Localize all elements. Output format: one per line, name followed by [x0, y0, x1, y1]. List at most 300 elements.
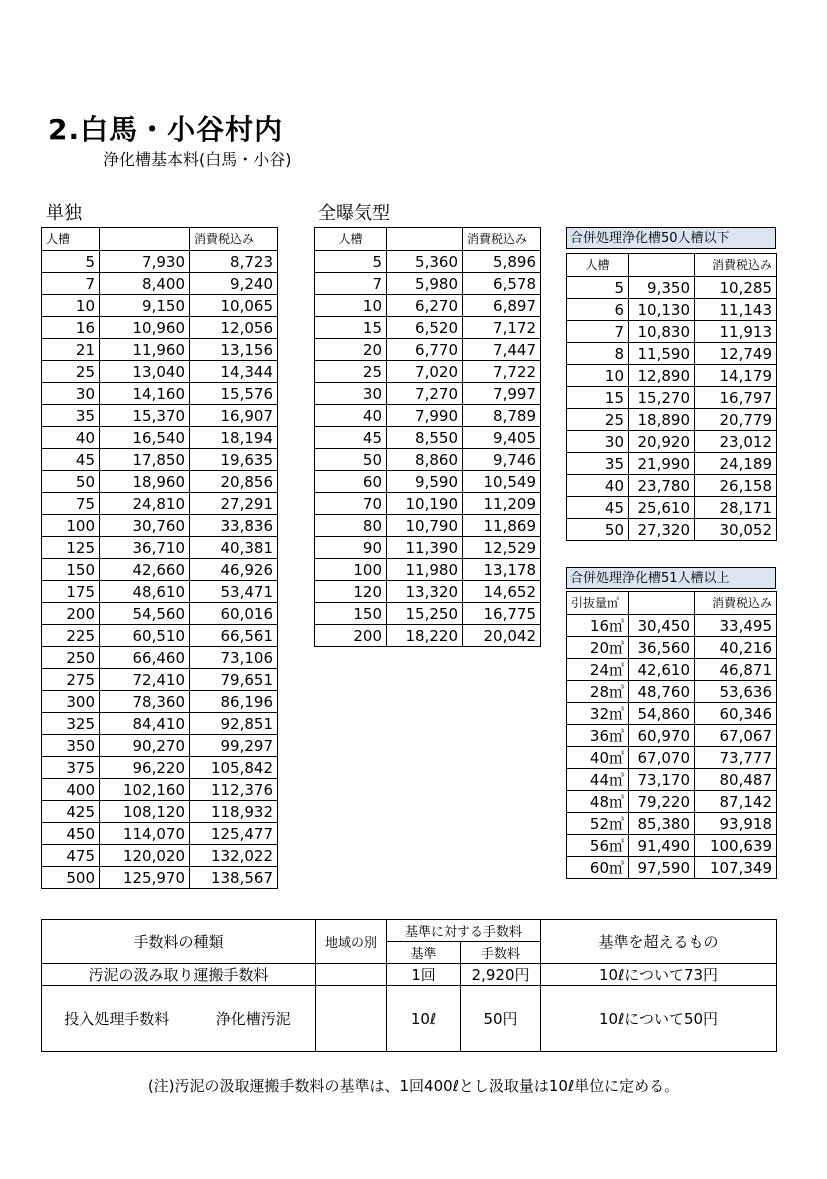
over-basis-header: 基準を超えるもの — [541, 920, 777, 964]
price-cell: 60,510 — [100, 625, 190, 647]
table-row — [42, 251, 278, 273]
size-cell: 32㎥ — [567, 703, 629, 725]
price-tax-cell: 100,639 — [695, 835, 777, 857]
table-row — [567, 387, 777, 409]
basis-cell: 10ℓ — [387, 986, 461, 1052]
footnote: (注)汚泥の汲取運搬手数料の基準は、1回400ℓとし汲取量は10ℓ単位に定める。 — [147, 1077, 680, 1095]
page-title: 2.白馬・小谷村内 — [48, 113, 284, 146]
price-cell: 36,710 — [100, 537, 190, 559]
price-tax-cell: 60,346 — [695, 703, 777, 725]
size-cell: 325 — [42, 713, 100, 735]
price-tax-cell: 73,777 — [695, 747, 777, 769]
size-cell: 20㎥ — [567, 637, 629, 659]
table-header-row — [567, 254, 777, 277]
fees-table — [41, 919, 777, 1052]
price-tax-cell: 11,869 — [463, 515, 541, 537]
price-tax-cell: 10,065 — [190, 295, 278, 317]
table-row — [42, 625, 278, 647]
table-row — [567, 431, 777, 453]
price-tax-cell: 7,172 — [463, 317, 541, 339]
price-cell: 84,410 — [100, 713, 190, 735]
size-cell: 275 — [42, 669, 100, 691]
size-cell: 5 — [315, 251, 387, 273]
price-cell: 27,320 — [629, 519, 695, 541]
price-cell: 16,540 — [100, 427, 190, 449]
size-cell: 7 — [567, 321, 629, 343]
gappei50-table — [566, 253, 777, 541]
price-cell: 90,270 — [100, 735, 190, 757]
size-cell: 6 — [567, 299, 629, 321]
size-cell: 56㎥ — [567, 835, 629, 857]
table-row — [567, 637, 777, 659]
header-cell — [387, 228, 463, 251]
table-row — [567, 703, 777, 725]
table-row — [42, 713, 278, 735]
table-row — [567, 747, 777, 769]
table-row — [315, 537, 541, 559]
price-cell: 96,220 — [100, 757, 190, 779]
zenbakki-label: 全曝気型 — [318, 203, 390, 224]
size-cell: 20 — [315, 339, 387, 361]
table-row — [42, 295, 278, 317]
price-cell: 79,220 — [629, 791, 695, 813]
zenbakki-table — [314, 227, 541, 647]
table-row — [42, 669, 278, 691]
size-cell: 300 — [42, 691, 100, 713]
size-cell: 30 — [42, 383, 100, 405]
size-cell: 100 — [42, 515, 100, 537]
size-cell: 450 — [42, 823, 100, 845]
size-cell: 400 — [42, 779, 100, 801]
tandoku-table — [41, 227, 278, 889]
table-row — [315, 515, 541, 537]
price-cell: 11,590 — [629, 343, 695, 365]
header-cell — [629, 592, 695, 615]
price-tax-cell: 33,836 — [190, 515, 278, 537]
table-row — [567, 857, 777, 879]
table-row — [567, 519, 777, 541]
price-tax-cell: 20,042 — [463, 625, 541, 647]
table-row — [315, 427, 541, 449]
size-cell: 45 — [315, 427, 387, 449]
table-row — [42, 691, 278, 713]
price-tax-cell: 53,471 — [190, 581, 278, 603]
table-row — [42, 471, 278, 493]
size-cell: 36㎥ — [567, 725, 629, 747]
price-cell: 8,550 — [387, 427, 463, 449]
size-cell: 8 — [567, 343, 629, 365]
table-row — [42, 735, 278, 757]
price-cell: 72,410 — [100, 669, 190, 691]
price-cell: 12,890 — [629, 365, 695, 387]
price-tax-cell: 16,797 — [695, 387, 777, 409]
price-cell: 9,150 — [100, 295, 190, 317]
price-cell: 6,770 — [387, 339, 463, 361]
table-row — [42, 559, 278, 581]
table-row — [315, 581, 541, 603]
header-cell: 消費税込み — [695, 592, 777, 615]
size-cell: 150 — [42, 559, 100, 581]
size-cell: 30 — [315, 383, 387, 405]
size-cell: 15 — [567, 387, 629, 409]
price-tax-cell: 9,746 — [463, 449, 541, 471]
size-cell: 250 — [42, 647, 100, 669]
price-tax-cell: 107,349 — [695, 857, 777, 879]
price-cell: 97,590 — [629, 857, 695, 879]
price-cell: 15,370 — [100, 405, 190, 427]
price-tax-cell: 118,932 — [190, 801, 278, 823]
over-basis-cell: 10ℓについて73円 — [541, 964, 777, 986]
price-cell: 15,250 — [387, 603, 463, 625]
header-cell — [629, 254, 695, 277]
table-row — [315, 383, 541, 405]
size-cell: 25 — [315, 361, 387, 383]
table-row — [567, 453, 777, 475]
size-cell: 475 — [42, 845, 100, 867]
size-cell: 10 — [567, 365, 629, 387]
header-cell: 消費税込み — [695, 254, 777, 277]
price-cell: 91,490 — [629, 835, 695, 857]
header-cell: 消費税込み — [190, 228, 278, 251]
table-row — [567, 615, 777, 637]
table-row — [42, 823, 278, 845]
price-tax-cell: 86,196 — [190, 691, 278, 713]
size-cell: 70 — [315, 493, 387, 515]
table-row — [315, 603, 541, 625]
price-tax-cell: 16,775 — [463, 603, 541, 625]
size-cell: 50 — [42, 471, 100, 493]
table-row — [42, 383, 278, 405]
header-cell: 引抜量㎥ — [567, 592, 629, 615]
price-tax-cell: 24,189 — [695, 453, 777, 475]
price-cell: 7,020 — [387, 361, 463, 383]
price-tax-cell: 18,194 — [190, 427, 278, 449]
size-cell: 225 — [42, 625, 100, 647]
table-row — [42, 427, 278, 449]
size-cell: 21 — [42, 339, 100, 361]
price-tax-cell: 53,636 — [695, 681, 777, 703]
price-cell: 15,270 — [629, 387, 695, 409]
fee-row — [42, 964, 777, 986]
price-tax-cell: 9,240 — [190, 273, 278, 295]
price-cell: 8,400 — [100, 273, 190, 295]
size-cell: 48㎥ — [567, 791, 629, 813]
table-row — [567, 475, 777, 497]
price-tax-cell: 11,209 — [463, 493, 541, 515]
size-cell: 25 — [42, 361, 100, 383]
price-tax-cell: 7,722 — [463, 361, 541, 383]
price-tax-cell: 138,567 — [190, 867, 278, 889]
price-cell: 108,120 — [100, 801, 190, 823]
table-row — [315, 295, 541, 317]
price-cell: 120,020 — [100, 845, 190, 867]
size-cell: 16 — [42, 317, 100, 339]
price-cell: 14,160 — [100, 383, 190, 405]
price-tax-cell: 14,652 — [463, 581, 541, 603]
price-tax-cell: 14,344 — [190, 361, 278, 383]
size-cell: 44㎥ — [567, 769, 629, 791]
table-row — [42, 273, 278, 295]
price-cell: 48,760 — [629, 681, 695, 703]
region-header: 地域の別 — [316, 920, 387, 964]
table-row — [567, 813, 777, 835]
price-cell: 25,610 — [629, 497, 695, 519]
fee-row — [42, 986, 777, 1052]
table-row — [567, 769, 777, 791]
gappei51-caption: 合併処理浄化槽51人槽以上 — [566, 567, 776, 589]
size-cell: 60 — [315, 471, 387, 493]
fee-header: 手数料 — [461, 942, 541, 964]
header-cell: 人槽 — [315, 228, 387, 251]
price-tax-cell: 105,842 — [190, 757, 278, 779]
size-cell: 40 — [42, 427, 100, 449]
fee-type-cell: 投入処理手数料 — [42, 986, 192, 1052]
price-tax-cell: 27,291 — [190, 493, 278, 515]
price-tax-cell: 6,578 — [463, 273, 541, 295]
table-row — [567, 321, 777, 343]
size-cell: 16㎥ — [567, 615, 629, 637]
table-row — [567, 681, 777, 703]
size-cell: 175 — [42, 581, 100, 603]
size-cell: 28㎥ — [567, 681, 629, 703]
price-tax-cell: 15,576 — [190, 383, 278, 405]
price-tax-cell: 40,216 — [695, 637, 777, 659]
price-tax-cell: 13,156 — [190, 339, 278, 361]
table-row — [315, 339, 541, 361]
price-tax-cell: 11,143 — [695, 299, 777, 321]
price-cell: 13,040 — [100, 361, 190, 383]
price-cell: 18,220 — [387, 625, 463, 647]
size-cell: 7 — [42, 273, 100, 295]
price-tax-cell: 87,142 — [695, 791, 777, 813]
price-tax-cell: 93,918 — [695, 813, 777, 835]
price-tax-cell: 26,158 — [695, 475, 777, 497]
table-row — [315, 361, 541, 383]
price-tax-cell: 13,178 — [463, 559, 541, 581]
table-row — [315, 493, 541, 515]
header-cell: 人槽 — [42, 228, 100, 251]
fee-subtype-cell: 浄化槽汚泥 — [192, 986, 316, 1052]
price-cell: 36,560 — [629, 637, 695, 659]
gappei50-caption: 合併処理浄化槽50人槽以下 — [566, 227, 776, 249]
table-row — [315, 405, 541, 427]
price-cell: 5,980 — [387, 273, 463, 295]
price-cell: 73,170 — [629, 769, 695, 791]
region-cell — [316, 964, 387, 986]
price-tax-cell: 28,171 — [695, 497, 777, 519]
price-tax-cell: 16,907 — [190, 405, 278, 427]
size-cell: 50 — [567, 519, 629, 541]
price-tax-cell: 60,016 — [190, 603, 278, 625]
fee-cell: 50円 — [461, 986, 541, 1052]
table-row — [42, 361, 278, 383]
table-row — [567, 659, 777, 681]
price-tax-cell: 30,052 — [695, 519, 777, 541]
table-row — [42, 317, 278, 339]
fee-cell: 2,920円 — [461, 964, 541, 986]
price-cell: 85,380 — [629, 813, 695, 835]
table-row — [567, 791, 777, 813]
over-basis-cell: 10ℓについて50円 — [541, 986, 777, 1052]
size-cell: 10 — [315, 295, 387, 317]
price-tax-cell: 12,529 — [463, 537, 541, 559]
price-tax-cell: 46,926 — [190, 559, 278, 581]
price-cell: 30,760 — [100, 515, 190, 537]
size-cell: 45 — [567, 497, 629, 519]
header-cell: 消費税込み — [463, 228, 541, 251]
gappei51-table — [566, 591, 777, 879]
size-cell: 45 — [42, 449, 100, 471]
price-tax-cell: 132,022 — [190, 845, 278, 867]
size-cell: 5 — [42, 251, 100, 273]
price-tax-cell: 8,789 — [463, 405, 541, 427]
price-tax-cell: 80,487 — [695, 769, 777, 791]
size-cell: 25 — [567, 409, 629, 431]
table-row — [567, 409, 777, 431]
price-cell: 10,190 — [387, 493, 463, 515]
price-cell: 60,970 — [629, 725, 695, 747]
table-row — [42, 515, 278, 537]
price-cell: 6,270 — [387, 295, 463, 317]
price-cell: 7,270 — [387, 383, 463, 405]
price-tax-cell: 125,477 — [190, 823, 278, 845]
price-cell: 5,360 — [387, 251, 463, 273]
size-cell: 35 — [567, 453, 629, 475]
tandoku-label: 単独 — [46, 203, 82, 224]
price-tax-cell: 5,896 — [463, 251, 541, 273]
size-cell: 150 — [315, 603, 387, 625]
table-header-row — [315, 228, 541, 251]
price-tax-cell: 92,851 — [190, 713, 278, 735]
size-cell: 200 — [42, 603, 100, 625]
table-row — [42, 603, 278, 625]
size-cell: 15 — [315, 317, 387, 339]
price-cell: 11,390 — [387, 537, 463, 559]
table-row — [42, 449, 278, 471]
table-row — [315, 317, 541, 339]
table-row — [42, 339, 278, 361]
price-tax-cell: 67,067 — [695, 725, 777, 747]
table-row — [315, 251, 541, 273]
table-row — [567, 497, 777, 519]
table-row — [42, 801, 278, 823]
table-row — [315, 449, 541, 471]
size-cell: 40 — [567, 475, 629, 497]
table-row — [42, 867, 278, 889]
table-header-row — [567, 592, 777, 615]
price-cell: 10,790 — [387, 515, 463, 537]
table-row — [42, 537, 278, 559]
size-cell: 24㎥ — [567, 659, 629, 681]
table-row — [42, 405, 278, 427]
table-row — [567, 343, 777, 365]
price-tax-cell: 40,381 — [190, 537, 278, 559]
size-cell: 350 — [42, 735, 100, 757]
table-row — [567, 299, 777, 321]
price-cell: 21,990 — [629, 453, 695, 475]
price-tax-cell: 7,997 — [463, 383, 541, 405]
price-cell: 102,160 — [100, 779, 190, 801]
price-cell: 24,810 — [100, 493, 190, 515]
price-cell: 20,920 — [629, 431, 695, 453]
price-cell: 9,350 — [629, 277, 695, 299]
size-cell: 40 — [315, 405, 387, 427]
table-row — [42, 845, 278, 867]
price-tax-cell: 10,285 — [695, 277, 777, 299]
price-cell: 11,960 — [100, 339, 190, 361]
size-cell: 7 — [315, 273, 387, 295]
price-cell: 13,320 — [387, 581, 463, 603]
price-tax-cell: 10,549 — [463, 471, 541, 493]
size-cell: 50 — [315, 449, 387, 471]
fee-type-cell: 汚泥の汲み取り運搬手数料 — [42, 964, 316, 986]
size-cell: 35 — [42, 405, 100, 427]
price-tax-cell: 79,651 — [190, 669, 278, 691]
price-cell: 42,610 — [629, 659, 695, 681]
price-tax-cell: 11,913 — [695, 321, 777, 343]
size-cell: 90 — [315, 537, 387, 559]
price-cell: 17,850 — [100, 449, 190, 471]
price-cell: 8,860 — [387, 449, 463, 471]
size-cell: 120 — [315, 581, 387, 603]
size-cell: 125 — [42, 537, 100, 559]
table-row — [42, 493, 278, 515]
table-row — [315, 471, 541, 493]
price-cell: 10,830 — [629, 321, 695, 343]
price-tax-cell: 8,723 — [190, 251, 278, 273]
price-cell: 18,890 — [629, 409, 695, 431]
price-cell: 18,960 — [100, 471, 190, 493]
size-cell: 100 — [315, 559, 387, 581]
price-cell: 125,970 — [100, 867, 190, 889]
table-row — [315, 625, 541, 647]
price-tax-cell: 12,056 — [190, 317, 278, 339]
table-row — [42, 779, 278, 801]
price-tax-cell: 19,635 — [190, 449, 278, 471]
table-row — [567, 725, 777, 747]
header-cell — [100, 228, 190, 251]
size-cell: 40㎥ — [567, 747, 629, 769]
price-tax-cell: 33,495 — [695, 615, 777, 637]
price-cell: 114,070 — [100, 823, 190, 845]
price-tax-cell: 66,561 — [190, 625, 278, 647]
price-cell: 7,930 — [100, 251, 190, 273]
price-cell: 10,960 — [100, 317, 190, 339]
price-cell: 10,130 — [629, 299, 695, 321]
price-tax-cell: 14,179 — [695, 365, 777, 387]
size-cell: 52㎥ — [567, 813, 629, 835]
size-cell: 5 — [567, 277, 629, 299]
price-cell: 30,450 — [629, 615, 695, 637]
price-cell: 42,660 — [100, 559, 190, 581]
size-cell: 30 — [567, 431, 629, 453]
table-row — [567, 277, 777, 299]
price-tax-cell: 46,871 — [695, 659, 777, 681]
price-tax-cell: 112,376 — [190, 779, 278, 801]
basis-group-header: 基準に対する手数料 — [387, 920, 541, 942]
size-cell: 425 — [42, 801, 100, 823]
table-row — [42, 757, 278, 779]
price-cell: 6,520 — [387, 317, 463, 339]
size-cell: 60㎥ — [567, 857, 629, 879]
price-tax-cell: 23,012 — [695, 431, 777, 453]
size-cell: 10 — [42, 295, 100, 317]
size-cell: 375 — [42, 757, 100, 779]
region-cell — [316, 986, 387, 1052]
size-cell: 75 — [42, 493, 100, 515]
fee-type-header: 手数料の種類 — [42, 920, 316, 964]
price-cell: 54,860 — [629, 703, 695, 725]
